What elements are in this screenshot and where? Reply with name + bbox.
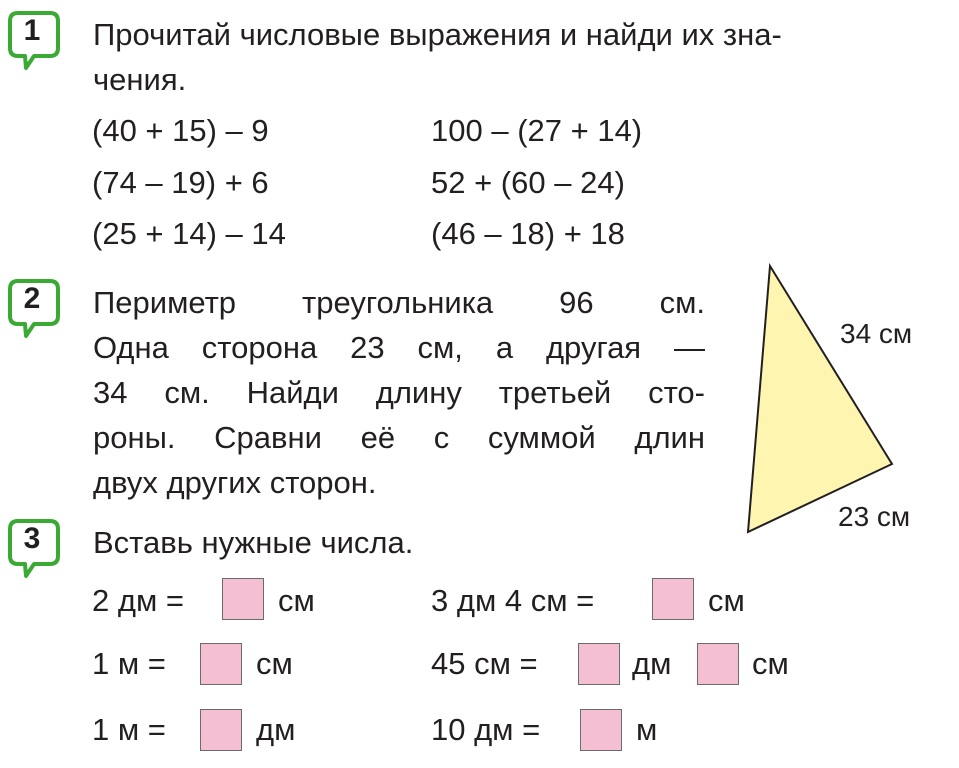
task-1-text-line-2: чения. — [93, 62, 187, 97]
conversion-4-left: 45 см = — [431, 646, 538, 681]
conversion-5-unit: дм — [256, 712, 296, 747]
conversion-3-unit: см — [256, 646, 293, 681]
task-3-number: 3 — [23, 522, 41, 555]
triangle-label-34: 34 см — [840, 318, 913, 349]
task-2-badge — [8, 278, 66, 338]
triangle-label-23: 23 см — [838, 501, 911, 532]
expression-6: (46 – 18) + 18 — [431, 216, 625, 251]
conversion-4-unit-a: дм — [632, 646, 672, 681]
conversion-2-unit: см — [708, 583, 745, 618]
answer-box-4a[interactable] — [578, 643, 620, 685]
task-2-number: 2 — [23, 282, 41, 315]
expression-1: (40 + 15) – 9 — [92, 113, 269, 148]
conversion-1-left: 2 дм = — [92, 583, 184, 618]
conversion-6-left: 10 дм = — [431, 712, 541, 747]
task-2-line-3: 34 см. Найди длину третьей сто- — [93, 375, 705, 410]
task-2-line-4: роны. Сравни её с суммой длин — [93, 420, 705, 455]
answer-box-6[interactable] — [580, 709, 622, 751]
expression-3: (74 – 19) + 6 — [92, 165, 269, 200]
task-2-line-1: Периметр треугольника 96 см. — [93, 285, 705, 320]
task-2-text — [93, 280, 705, 505]
task-3-title: Вставь нужные числа. — [93, 525, 414, 560]
answer-box-2[interactable] — [652, 578, 694, 620]
expression-4: 52 + (60 – 24) — [431, 165, 625, 200]
task-2-line-2: Одна сторона 23 см, а другая — — [93, 330, 705, 365]
triangle-figure — [740, 258, 900, 538]
answer-box-1[interactable] — [222, 578, 264, 620]
task-1-text-line-1: Прочитай числовые выражения и найди их зна- — [93, 17, 782, 52]
answer-box-5[interactable] — [200, 709, 242, 751]
conversion-3-left: 1 м = — [92, 646, 166, 681]
task-3-badge — [8, 518, 66, 578]
conversion-6-unit: м — [636, 712, 658, 747]
conversion-2-left: 3 дм 4 см = — [431, 583, 595, 618]
expression-5: (25 + 14) – 14 — [92, 216, 286, 251]
task-1-number: 1 — [23, 14, 41, 47]
expression-2: 100 – (27 + 14) — [431, 113, 643, 148]
triangle-shape — [748, 266, 892, 532]
task-2-line-5: двух других сторон. — [93, 465, 377, 500]
answer-box-3[interactable] — [200, 643, 242, 685]
conversion-4-unit-b: см — [752, 646, 789, 681]
conversion-5-left: 1 м = — [92, 712, 166, 747]
answer-box-4b[interactable] — [697, 643, 739, 685]
task-1-badge — [8, 10, 66, 70]
conversion-1-unit: см — [278, 583, 315, 618]
